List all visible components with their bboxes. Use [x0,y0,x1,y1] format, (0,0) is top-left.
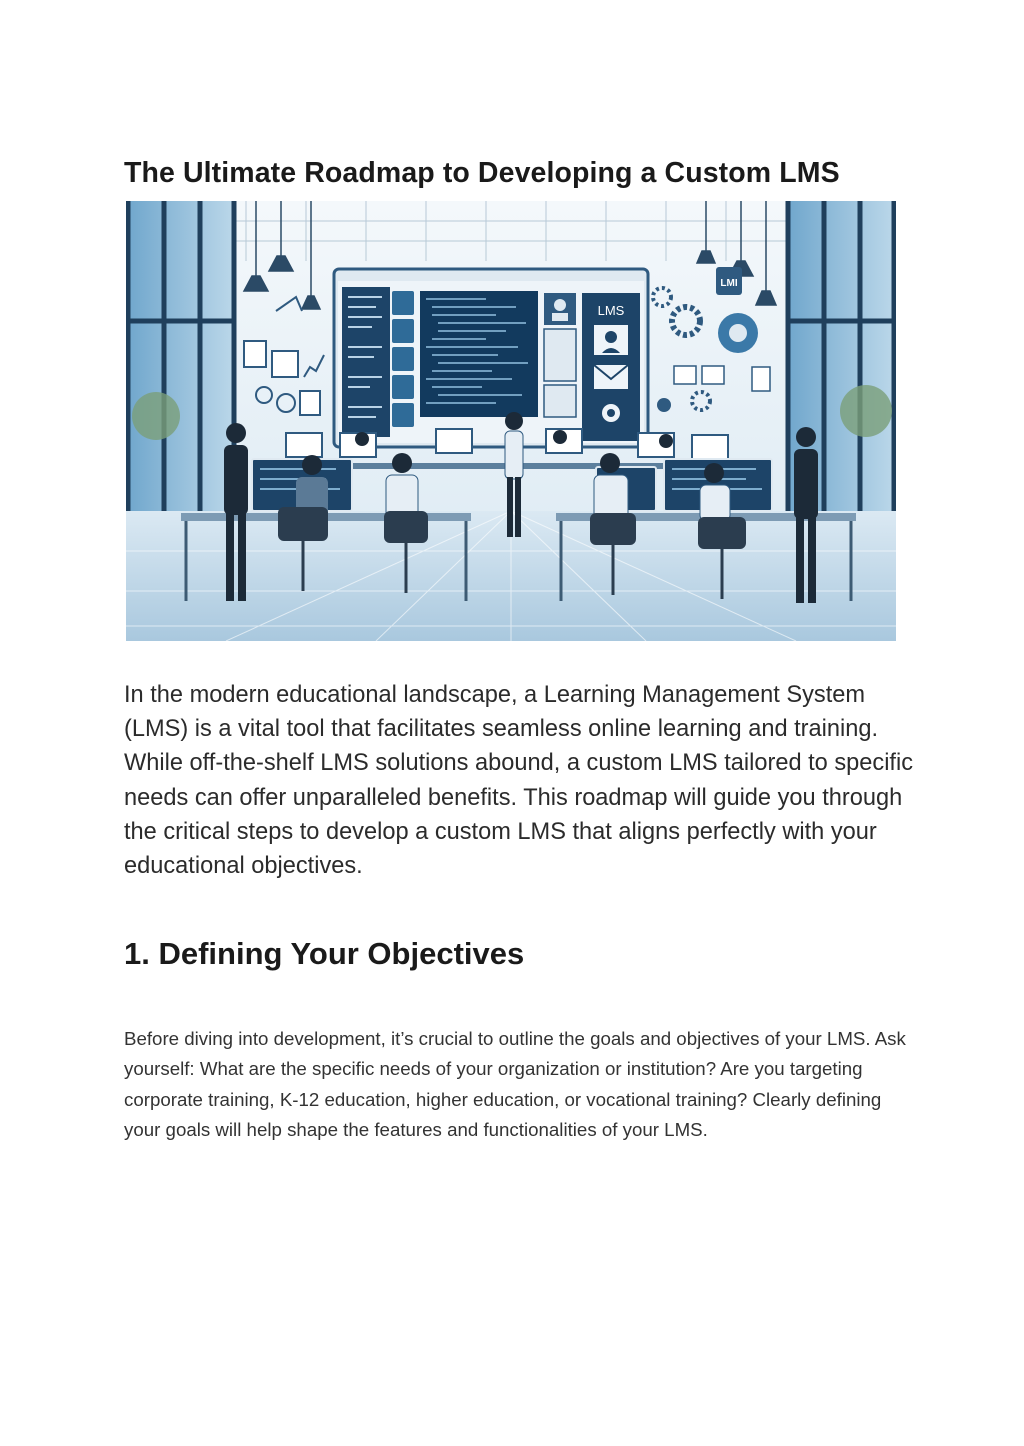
hero-illustration [126,201,896,641]
svg-text:LMI: LMI [720,278,738,289]
lms-screen-label: LMS [597,303,625,318]
intro-paragraph: In the modern educational landscape, a Learning Management System (LMS) is a vital tool that facilitates seamless online learning and training. While off-the-shelf LMS solutions abound, a custom LMS tailored to specific needs can offer unparalleled benefits. This roadmap will guide you through the critical steps to develop a custom LMS that aligns perfectly with your educational objectives. [124,682,914,880]
article-title: The Ultimate Roadmap to Developing a Custom LMS [124,157,840,189]
code-panel [420,291,538,417]
office-lms-illustration [126,201,896,641]
left-window [126,201,236,511]
central-lms-screen [334,269,648,447]
section-heading: 1. Defining Your Objectives [124,936,525,971]
section-body: Before diving into development, it’s crucial to outline the goals and objectives of your LMS. Ask yourself: What are the specific needs of your organization or institution? Are you targeting corporate training, K-12 education, higher education, or vocational training? Clearly defining your goals will help shape the features and functionalities of your LMS. [124,1028,906,1140]
